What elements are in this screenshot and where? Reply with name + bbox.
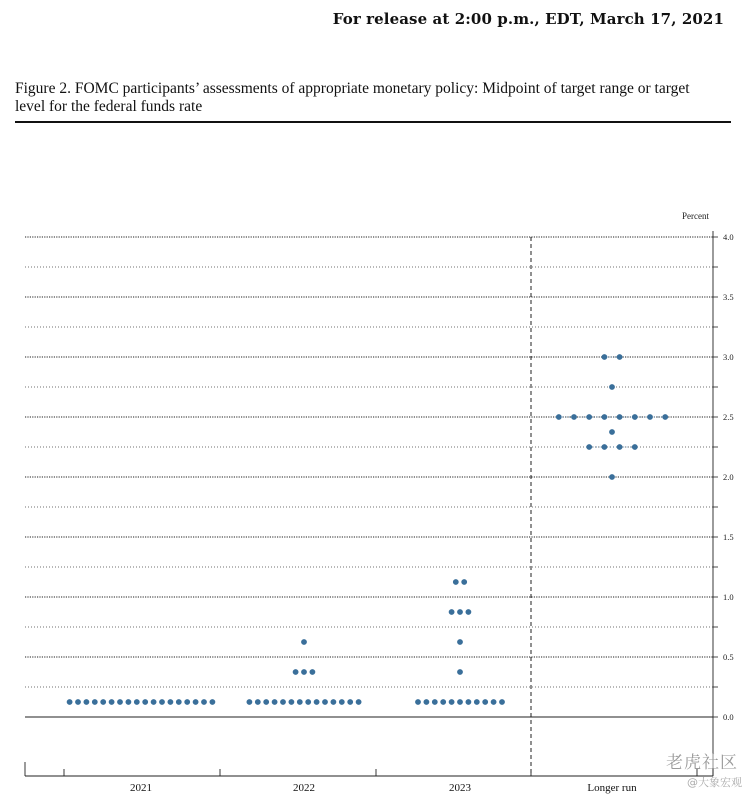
participant-dot [602,354,608,360]
participant-dot [210,699,216,705]
participant-dot [176,699,182,705]
y-tick-label: 2.0 [723,472,734,482]
participant-dot [453,579,459,585]
participant-dot [201,699,207,705]
participant-dot [609,429,615,435]
participant-dot [617,354,623,360]
axis-labels [130,232,734,794]
participant-dot [134,699,140,705]
participant-dot [159,699,165,705]
participant-dot [457,699,463,705]
participant-dot [117,699,123,705]
participant-dot [586,414,592,420]
participant-dot [67,699,73,705]
participant-dot [100,699,106,705]
participant-dot [602,414,608,420]
dots [67,354,668,705]
participant-dot [151,699,157,705]
x-category-label: 2023 [449,782,471,794]
participant-dot [457,609,463,615]
y-tick-label: 1.0 [723,592,734,602]
participant-dot [125,699,131,705]
y-tick-label: 0.0 [723,712,734,722]
participant-dot [617,414,623,420]
participant-dot [474,699,480,705]
participant-dot [571,414,577,420]
participant-dot [305,699,311,705]
participant-dot [461,579,467,585]
axes [25,231,718,776]
participant-dot [356,699,362,705]
participant-dot [168,699,174,705]
participant-dot [293,669,299,675]
participant-dot [84,699,90,705]
x-category-label: Longer run [587,782,637,794]
participant-dot [466,609,472,615]
participant-dot [347,699,353,705]
participant-dot [314,699,320,705]
watermark-handle: @大象宏观 [687,776,742,789]
participant-dot [662,414,668,420]
participant-dot [75,699,81,705]
participant-dot [457,669,463,675]
participant-dot [331,699,337,705]
participant-dot [609,384,615,390]
y-tick-label: 2.5 [723,412,734,422]
participant-dot [310,669,316,675]
participant-dot [609,474,615,480]
participant-dot [263,699,269,705]
x-category-label: 2021 [130,782,152,794]
participant-dot [432,699,438,705]
participant-dot [632,444,638,450]
participant-dot [289,699,295,705]
participant-dot [449,609,455,615]
participant-dot [322,699,328,705]
participant-dot [415,699,421,705]
participant-dot [109,699,115,705]
participant-dot [424,699,430,705]
participant-dot [272,699,278,705]
participant-dot [617,444,623,450]
y-axis-unit-label: Percent [682,211,709,221]
participant-dot [301,639,307,645]
participant-dot [339,699,345,705]
participant-dot [556,414,562,420]
participant-dot [632,414,638,420]
y-tick-label: 4.0 [723,232,734,242]
participant-dot [301,669,307,675]
participant-dot [602,444,608,450]
release-note: For release at 2:00 p.m., EDT, March 17, 2021 [332,10,724,28]
participant-dot [280,699,286,705]
participant-dot [491,699,497,705]
participant-dot [466,699,472,705]
participant-dot [255,699,261,705]
participant-dot [247,699,253,705]
y-tick-label: 1.5 [723,532,734,542]
participant-dot [142,699,148,705]
participant-dot [586,444,592,450]
participant-dot [92,699,98,705]
participant-dot [297,699,303,705]
participant-dot [184,699,190,705]
participant-dot [499,699,505,705]
figure-title: Figure 2. FOMC participants’ assessments of appropriate monetary policy: Midpoint of target range or target level for the federal funds rate [15,80,690,115]
y-tick-label: 3.0 [723,352,734,362]
y-tick-label: 0.5 [723,652,734,662]
watermark: 老虎社区 [666,753,738,773]
participant-dot [440,699,446,705]
x-category-label: 2022 [293,782,315,794]
y-tick-label: 3.5 [723,292,734,302]
participant-dot [457,639,463,645]
participant-dot [482,699,488,705]
participant-dot [647,414,653,420]
participant-dot [449,699,455,705]
participant-dot [193,699,199,705]
